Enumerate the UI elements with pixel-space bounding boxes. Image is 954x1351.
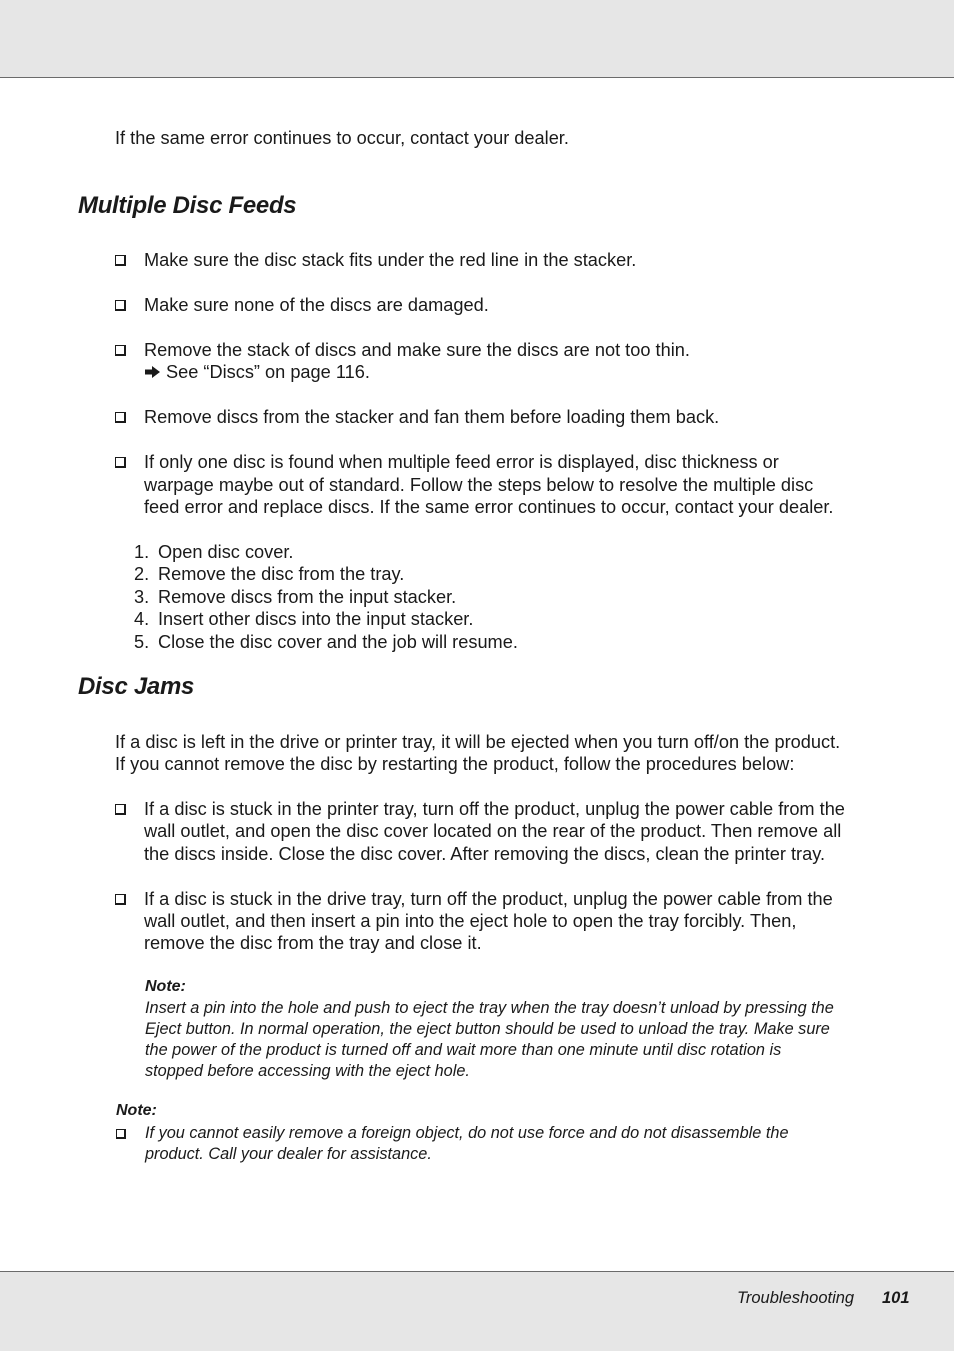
checkbox-bullet-icon xyxy=(115,255,126,266)
list-item-text: If a disc is stuck in the printer tray, turn off the product, unplug the power cable from the xyxy=(144,799,845,819)
note-line: the power of the product is turned off and wait more than one minute until disc rotation is xyxy=(145,1041,782,1059)
step-number: 5. xyxy=(134,632,150,652)
step-number: 2. xyxy=(134,564,150,584)
cross-reference-text: See “Discs” on page 116. xyxy=(166,362,370,382)
list-item-text: warpage maybe out of standard. Follow the steps below to resolve the multiple disc xyxy=(144,475,814,495)
step-number: 1. xyxy=(134,542,150,562)
step-item xyxy=(134,586,456,609)
header-band xyxy=(0,0,954,78)
list-item-text: the discs inside. Close the disc cover. After removing the discs, clean the printer tray. xyxy=(144,844,825,864)
note-label: Note: xyxy=(116,1102,157,1119)
checkbox-bullet-icon xyxy=(115,804,126,815)
step-text: Close the disc cover and the job will resume. xyxy=(158,632,518,652)
step-item xyxy=(134,631,518,654)
list-item-text: wall outlet, and open the disc cover located on the rear of the product. Then remove all xyxy=(144,821,842,841)
note-line: Eject button. In normal operation, the eject button should be used to unload the tray. Make sure xyxy=(145,1020,830,1038)
list-item-text: feed error and replace discs. If the same error continues to occur, contact your dealer. xyxy=(144,497,834,517)
step-text: Remove the disc from the tray. xyxy=(158,564,405,584)
step-item xyxy=(134,608,473,631)
note-line: stopped before accessing with the eject hole. xyxy=(145,1062,470,1080)
note-line: Insert a pin into the hole and push to eject the tray when the tray doesn’t unload by pressing the xyxy=(145,999,834,1017)
paragraph-line: If you cannot remove the disc by restarting the product, follow the procedures below: xyxy=(115,754,795,774)
paragraph-line: If a disc is left in the drive or printer tray, it will be ejected when you turn off/on the product. xyxy=(115,732,841,752)
list-item-text: If only one disc is found when multiple feed error is displayed, disc thickness or xyxy=(144,452,779,472)
checkbox-bullet-icon xyxy=(115,457,126,468)
checkbox-bullet-icon xyxy=(115,412,126,423)
cross-reference[interactable] xyxy=(144,361,370,384)
list-item-text: Make sure none of the discs are damaged. xyxy=(144,295,489,315)
step-item xyxy=(134,563,404,586)
list-item-text: remove the disc from the tray and close it. xyxy=(144,933,482,953)
step-text: Insert other discs into the input stacker. xyxy=(158,609,474,629)
step-item xyxy=(134,541,293,564)
intro-text: If the same error continues to occur, contact your dealer. xyxy=(115,128,569,148)
page-number: 101 xyxy=(882,1289,910,1307)
section-heading-multiple-disc-feeds: Multiple Disc Feeds xyxy=(78,192,297,219)
checkbox-bullet-icon xyxy=(115,894,126,905)
note-line: product. Call your dealer for assistance. xyxy=(145,1145,432,1163)
step-number: 3. xyxy=(134,587,150,607)
footer-band xyxy=(0,1271,954,1351)
list-item-text: wall outlet, and then insert a pin into the eject hole to open the tray forcibly. Then, xyxy=(144,911,797,931)
note-line: If you cannot easily remove a foreign object, do not use force and do not disassemble the xyxy=(145,1124,789,1142)
note-label: Note: xyxy=(145,978,186,995)
checkbox-bullet-icon xyxy=(115,300,126,311)
arrow-right-icon xyxy=(144,365,161,379)
checkbox-bullet-icon xyxy=(115,345,126,356)
step-text: Remove discs from the input stacker. xyxy=(158,587,457,607)
list-item-text: Make sure the disc stack fits under the red line in the stacker. xyxy=(144,250,637,270)
section-heading-disc-jams: Disc Jams xyxy=(78,673,195,700)
list-item-text: Remove discs from the stacker and fan them before loading them back. xyxy=(144,407,720,427)
step-number: 4. xyxy=(134,609,150,629)
footer-section-title: Troubleshooting xyxy=(737,1289,855,1307)
checkbox-bullet-icon xyxy=(116,1129,126,1139)
list-item-text: Remove the stack of discs and make sure the discs are not too thin. xyxy=(144,340,690,360)
list-item-text: If a disc is stuck in the drive tray, turn off the product, unplug the power cable from the xyxy=(144,889,833,909)
step-text: Open disc cover. xyxy=(158,542,294,562)
